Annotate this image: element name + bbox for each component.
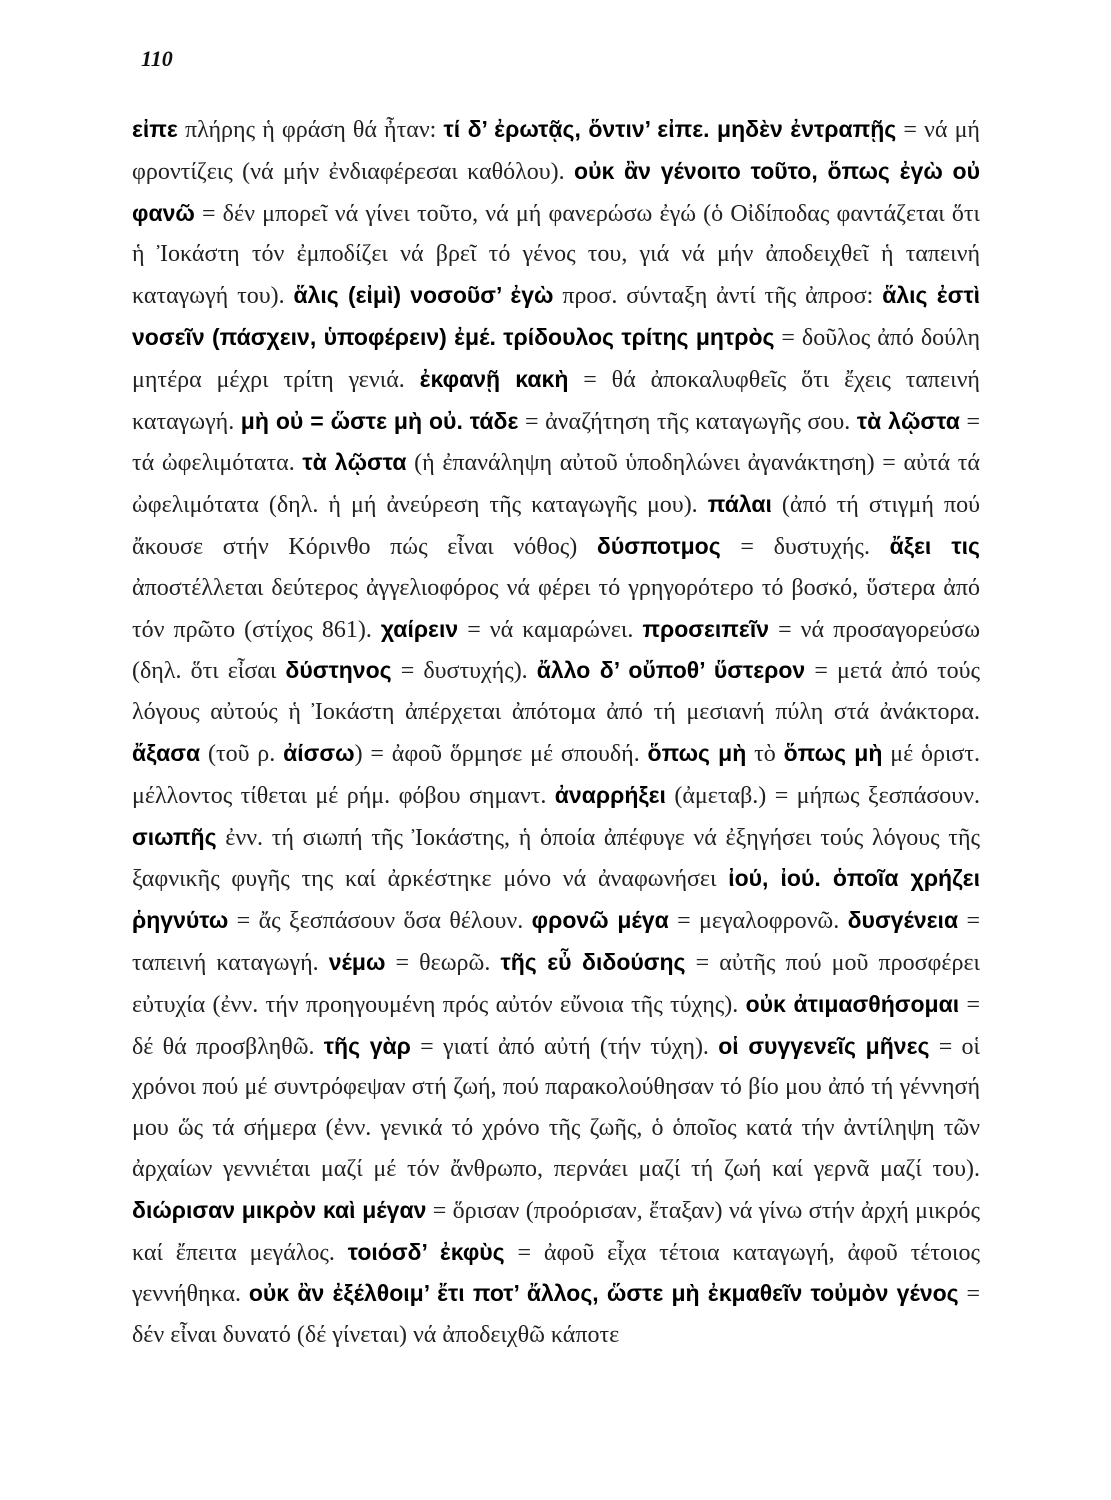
lemma-term: τὰ λῷστα <box>856 407 960 434</box>
lemma-term: οἱ συγγενεῖς μῆνες <box>718 1032 930 1059</box>
gloss-text: = αὐτῆς πού μοῦ προσφέρει εὐτυχία (ἐνν. τήν προηγουμένη πρός αὐτόν εὔνοια τῆς τύχης). <box>132 949 981 1018</box>
gloss-text: = γιατί ἀπό αὐτή (τήν τύχη). <box>410 1033 719 1060</box>
gloss-text: ἐνν. τή σιωπή τῆς Ἰοκάστης, ἡ ὁποία ἀπέφυγε νά ἐξηγήσει τούς λόγους τῆς ξαφνικῆς φυγῆς της καί ἀρκέστηκε μόνο νά ἀναφωνήσει <box>132 824 980 893</box>
lemma-term: ὅπως μὴ <box>783 739 883 766</box>
lemma-term: δυσγένεια <box>847 907 959 934</box>
lemma-term: τὰ λῷστα <box>302 449 407 476</box>
gloss-text: = μετά ἀπό τούς λόγους αὐτούς ἡ Ἰοκάστη ἀπέρχεται ἀπότομα ἀπό τή μεσιανή πύλη στά ἀνάκτορα. <box>132 658 981 726</box>
gloss-text: = δοῦλος ἀπό δούλη μητέρα μέχρι τρίτη γενιά. <box>132 324 980 393</box>
gloss-text: (ἀμεταβ.) = μήπως ξεσπάσουν. <box>665 782 980 809</box>
lemma-term: νέμω <box>328 948 386 975</box>
lemma-term: χαίρειν <box>380 615 459 642</box>
gloss-text: (τοῦ ρ. <box>200 740 284 767</box>
lemma-term: ἀναρρήξει <box>554 781 666 808</box>
gloss-text: = τά ὠφελιμότατα. <box>132 408 981 477</box>
gloss-text: = ἄς ξεσπάσουν ὅσα θέλουν. <box>228 908 532 935</box>
lemma-term: οὐκ ἂν ἐξέλθοιμ’ ἔτι ποτ’ ἄλλος, ὥστε μὴ ἐκμαθεῖν τοὐμὸν γένος <box>248 1280 959 1307</box>
lemma-term: τῆς εὖ διδούσης <box>500 948 686 975</box>
gloss-text: τὸ <box>746 740 784 767</box>
gloss-text: = δέν μπορεῖ νά γίνει τοῦτο, νά μή φανερώσω ἐγώ (ὁ Οἰδίποδας φαντάζεται ὅτι ἡ Ἰοκάστη τόν ἐμποδίζει νά βρεῖ τό γένος του, γιά νά μήν ἀποδειχθεῖ ἡ ταπεινή καταγωγή του). <box>132 200 980 310</box>
gloss-text: = μεγαλοφρονῶ. <box>668 908 848 935</box>
lemma-term: ἄλλο δ’ οὔποθ’ ὕστερον <box>536 657 806 684</box>
lemma-term: τῆς γὰρ <box>323 1032 411 1059</box>
gloss-text: προσ. σύνταξη ἀντί τῆς ἀπροσ: <box>553 283 883 310</box>
gloss-text: = ἀναζήτηση τῆς καταγωγῆς σου. <box>518 408 857 435</box>
lemma-term: ἄξει τις <box>889 532 980 559</box>
gloss-text: = οἱ χρόνοι πού μέ συντρόφεψαν στή ζωή, πού παρακολούθησαν τό βίο μου ἀπό τή γέννησή μου ὥς τά σήμερα (ἐνν. γενικά τό χρόνο τῆς ζωῆς, ὁ ὁποῖος κατά τήν ἀντίληψη τῶν ἀρχαίων γεννιέται μαζί μέ τόν ἄνθρωπο, περνάει μαζί τή ζωή καί γερνᾶ μαζί του). <box>132 1033 981 1182</box>
lemma-term: προσειπεῖν <box>642 615 770 642</box>
lemma-term: δύσποτμος <box>596 532 721 559</box>
gloss-text: = δέν εἶναι δυνατό (δέ γίνεται) νά ἀποδειχθῶ κάποτε <box>132 1281 980 1349</box>
lemma-term: δύστηνος <box>285 657 392 684</box>
lemma-term: οὐκ ἂν γένοιτο τοῦτο, ὅπως ἐγὼ οὐ φανῶ <box>132 157 980 226</box>
gloss-text: (ἡ ἐπανάληψη αὐτοῦ ὑποδηλώνει ἀγανάκτηση) = αὐτά τά ὠφελιμότατα (δηλ. ἡ μή ἀνεύρεση τῆς καταγωγῆς μου). <box>132 450 980 519</box>
lemma-term: ἐκφανῇ κακὴ <box>419 365 569 392</box>
gloss-text: = νά μή φροντίζεις (νά μήν ἐνδιαφέρεσαι καθόλου). <box>132 117 980 185</box>
gloss-text: = θεωρῶ. <box>385 949 501 976</box>
lemma-term: σιωπῆς <box>132 823 217 850</box>
gloss-text: = ὅρισαν (προόρισαν, ἔταξαν) νά γίνω στήν ἀρχή μικρός καί ἔπειτα μεγάλος. <box>132 1197 980 1266</box>
gloss-text: = θά ἀποκαλυφθεῖς ὅτι ἔχεις ταπεινή καταγωγή. <box>132 366 980 435</box>
gloss-text: = νά προσαγορεύσω (δηλ. ὅτι εἶσαι <box>132 616 981 685</box>
lemma-term: μὴ οὐ = ὥστε μὴ οὐ. τάδε <box>240 407 519 434</box>
lemma-term: εἰπε <box>132 116 178 142</box>
commentary-body <box>132 109 980 1356</box>
gloss-text: = δυστυχής). <box>391 658 537 685</box>
lemma-term: ὅπως μὴ <box>647 739 747 766</box>
gloss-text: ) = ἀφοῦ ὅρμησε μέ σπουδή. <box>354 740 648 767</box>
lemma-term: τί δ’ ἐρωτᾷς, ὅντιν’ εἰπε. μηδὲν ἐντραπῇς <box>443 116 897 142</box>
gloss-text: = νά καμαρώνει. <box>458 616 643 643</box>
gloss-text: ἀποστέλλεται δεύτερος ἀγγελιοφόρος νά φέρει τό γρηγορότερο τό βοσκό, ὕστερα ἀπό τόν πρῶτο (στίχος 861). <box>132 574 980 643</box>
gloss-text: μέ ὁριστ. μέλλοντος τίθεται μέ ρήμ. φόβου σημαντ. <box>132 740 981 809</box>
page-number: 110 <box>141 46 173 71</box>
lemma-term: ἰού, ἰού. ὁποῖα χρήζει ῥηγνύτω <box>132 865 980 934</box>
gloss-text: = ταπεινή καταγωγή. <box>132 908 980 976</box>
lemma-term: ἅλις ἐστὶ νοσεῖν (πάσχειν, ὑποφέρειν) ἐμέ. τρίδουλος τρίτης μητρὸς <box>132 282 980 350</box>
lemma-term: ἄξασα <box>132 739 201 766</box>
lemma-term: φρονῶ μέγα <box>531 907 669 934</box>
lemma-term: πάλαι <box>707 491 772 518</box>
lemma-term: ἅλις (εἰμὶ) νοσοῦσ’ ἐγὼ <box>293 282 554 309</box>
lemma-term: διώρισαν μικρὸν καὶ μέγαν <box>132 1196 427 1223</box>
gloss-text: (ἀπό τή στιγμή πού ἄκουσε στήν Κόρινθο πώς εἶναι νόθος) <box>132 492 980 560</box>
lemma-term: τοιόσδ’ ἐκφὺς <box>347 1238 505 1265</box>
lemma-term: ἀίσσω <box>283 739 355 766</box>
gloss-text: = ἀφοῦ εἶχα τέτοια καταγωγή, ἀφοῦ τέτοιος γεννήθηκα. <box>132 1239 980 1308</box>
lemma-term: οὐκ ἀτιμασθήσομαι <box>745 990 960 1017</box>
gloss-text: = δέ θά προσβληθῶ. <box>132 991 980 1060</box>
gloss-text: πλήρης ἡ φράση θά ἦταν: <box>177 117 444 143</box>
gloss-text: = δυστυχής. <box>720 533 890 560</box>
